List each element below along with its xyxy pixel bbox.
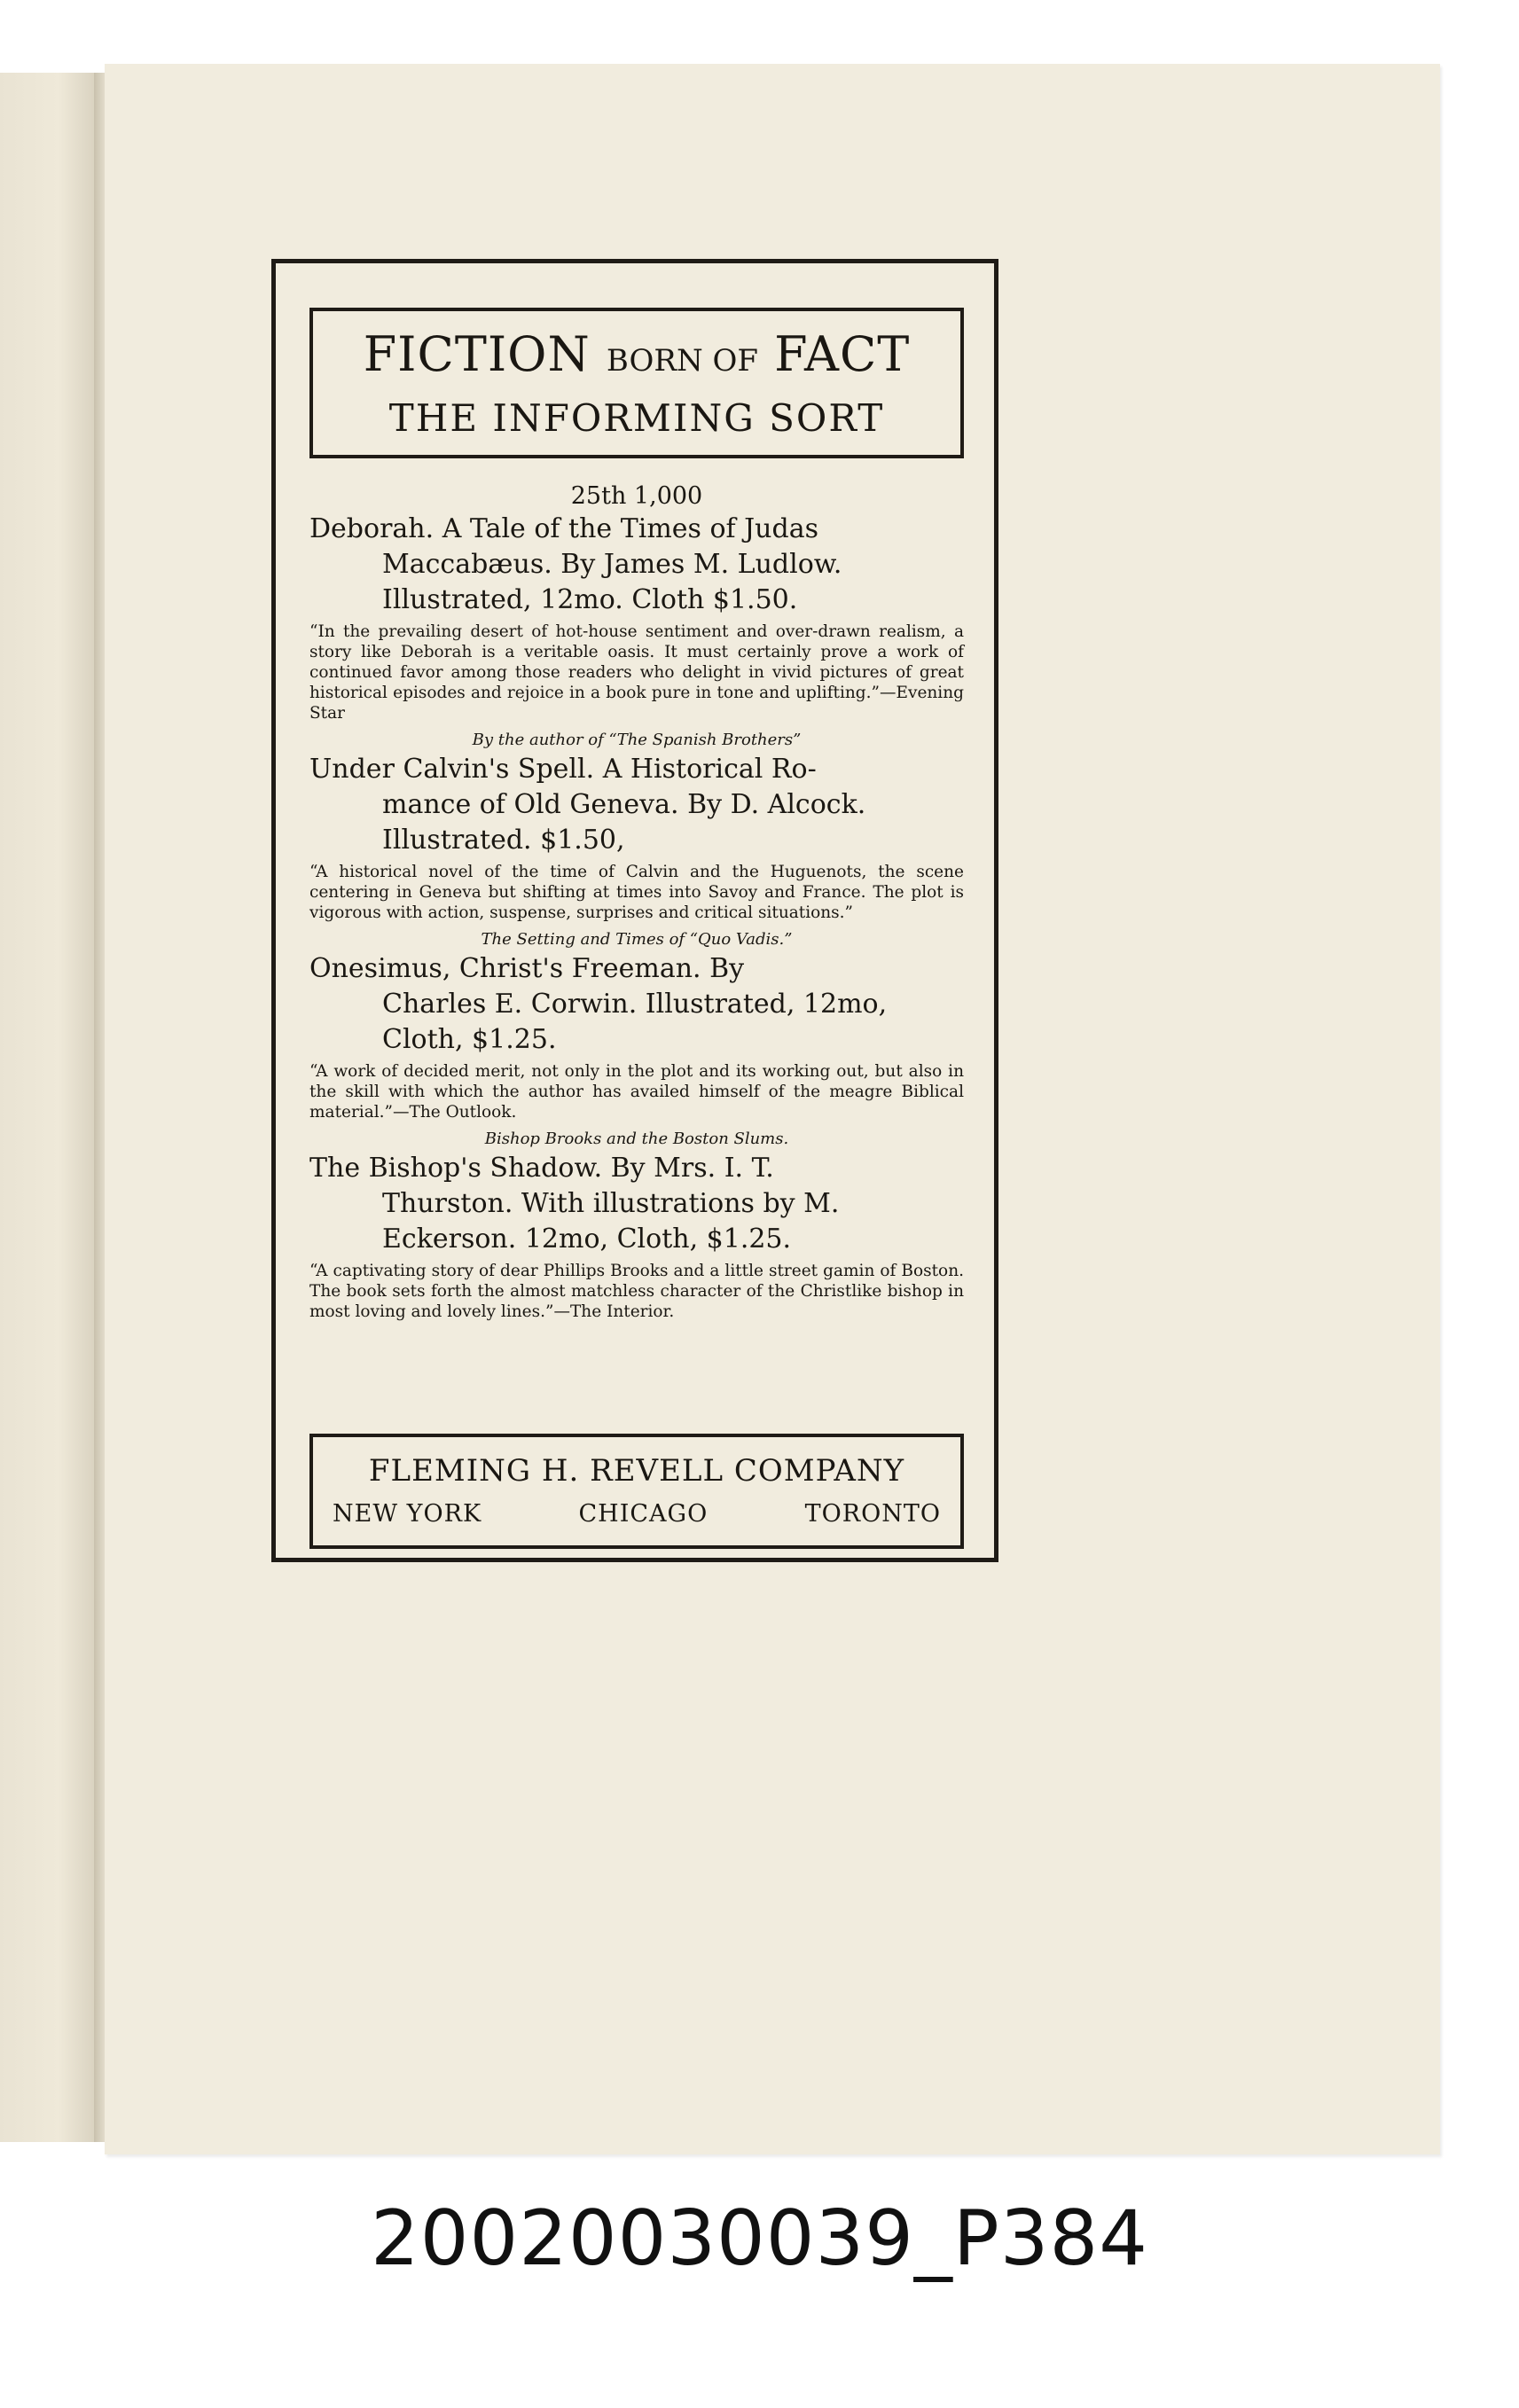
ad-title-line2: THE INFORMING SORT: [388, 396, 885, 440]
book-title-line: Deborah. A Tale of the Times of Judas: [309, 513, 818, 544]
book-price-line: Eckerson. 12mo, Cloth, $1.25.: [382, 1224, 792, 1255]
ad-title-line1: [313, 327, 960, 388]
publisher-name: FLEMING H. REVELL COMPANY: [368, 1453, 905, 1489]
publisher-box: [309, 1434, 964, 1549]
book-byline: By the author of “The Spanish Brothers”: [472, 731, 802, 749]
review-quote: “In the prevailing desert of hot-house sentiment and over-drawn realism, a story like Deborah is a veritable oasis. It must certainly prove a work of continued favor among those readers who delight in vivid pictures of great historical episodes and rejoice in a book pure in tone and uplifting.”—Evening Star: [309, 622, 964, 723]
review-quote: “A work of decided merit, not only in the plot and its working out, but also in the skill with which the author has availed himself of the meagre Biblical material.”—The Outlook.: [309, 1062, 964, 1122]
archive-id-caption: 20020030039_P384: [371, 2194, 1148, 2283]
book-detail-line: Maccabæus. By James M. Ludlow.: [382, 549, 842, 580]
book-entry-onesimus: [309, 928, 964, 1122]
review-quote: “A historical novel of the time of Calvin and the Huguenots, the scene centering in Geneva but shifting at times into Savoy and France. The plot is vigorous with action, suspense, surprises and critical situations.”: [309, 863, 964, 922]
book-entry-under-calvins-spell: [309, 729, 964, 923]
book-byline: Bishop Brooks and the Boston Slums.: [484, 1130, 789, 1148]
book-detail-line: Charles E. Corwin. Illustrated, 12mo,: [382, 989, 888, 1020]
book-detail-line: Thurston. With illustrations by M.: [382, 1188, 840, 1219]
publisher-cities: [313, 1499, 960, 1529]
book-entry-bishops-shadow: [309, 1128, 964, 1322]
book-price-line: Illustrated, 12mo. Cloth $1.50.: [382, 584, 798, 615]
left-page-edge: [0, 73, 98, 2142]
book-title-line: Under Calvin's Spell. A Historical Ro-: [309, 754, 817, 785]
title-born-of: BORN OF: [606, 343, 758, 379]
edition-note: 25th 1,000: [570, 482, 703, 510]
city-chicago: CHICAGO: [578, 1500, 709, 1528]
book-entry-deborah: [309, 481, 964, 723]
title-fact: FACT: [774, 326, 911, 382]
advertisement-frame: [271, 259, 998, 1562]
book-price-line: Illustrated. $1.50,: [382, 825, 625, 856]
book-title-line: Onesimus, Christ's Freeman. By: [309, 953, 745, 984]
title-fiction: FICTION: [363, 326, 591, 382]
city-toronto: TORONTO: [804, 1500, 941, 1528]
review-quote: “A captivating story of dear Phillips Brooks and a little street gamin of Boston. The book sets forth the almost matchless character of the Christlike bishop in most loving and lovely lines.”—The Interior.: [309, 1262, 964, 1321]
book-price-line: Cloth, $1.25.: [382, 1024, 557, 1055]
ad-title-box: [309, 308, 964, 458]
book-title-line: The Bishop's Shadow. By Mrs. I. T.: [309, 1153, 774, 1184]
city-new-york: NEW YORK: [333, 1500, 482, 1528]
book-listings: [309, 481, 964, 1327]
book-byline: The Setting and Times of “Quo Vadis.”: [481, 930, 793, 949]
book-detail-line: mance of Old Geneva. By D. Alcock.: [382, 789, 866, 820]
